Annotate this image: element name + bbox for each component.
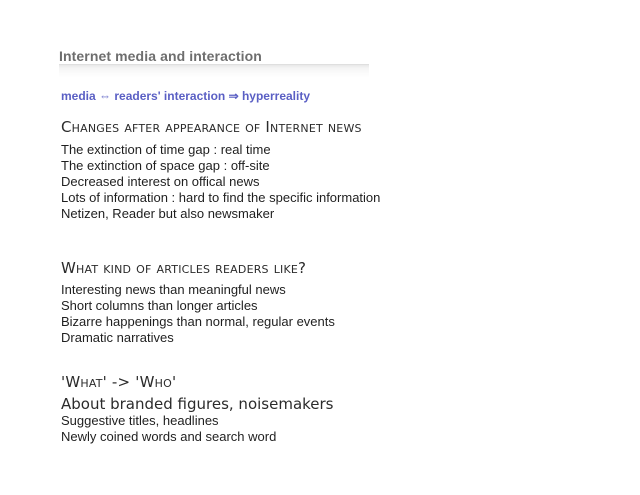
list-item: Interesting news than meaningful news xyxy=(61,282,286,297)
slide-subtitle: media ⇔ readers' interaction ⇒ hyperreality xyxy=(61,89,310,103)
section-list-changes xyxy=(61,142,380,222)
section-heading-what-who: 'What' -> 'Who' xyxy=(61,373,177,391)
list-item: Newly coined words and search word xyxy=(61,429,277,444)
list-item: Lots of information : hard to find the specific information xyxy=(61,190,381,205)
list-item: The extinction of time gap : real time xyxy=(61,142,271,157)
section-list-articles xyxy=(61,282,335,346)
list-item: The extinction of space gap : off-site xyxy=(61,158,270,173)
list-item: Short columns than longer articles xyxy=(61,298,258,313)
section-subheading-branded: About branded figures, noisemakers xyxy=(61,395,334,413)
list-item: Decreased interest on offical news xyxy=(61,174,260,189)
section-heading-articles: What kind of articles readers like? xyxy=(61,259,307,277)
list-item: Netizen, Reader but also newsmaker xyxy=(61,206,275,221)
section-list-what-who xyxy=(61,413,276,445)
title-underline xyxy=(59,64,369,78)
list-item: Suggestive titles, headlines xyxy=(61,413,219,428)
section-heading-changes: Changes after appearance of Internet news xyxy=(61,118,362,136)
list-item: Bizarre happenings than normal, regular events xyxy=(61,314,335,329)
slide-title: Internet media and interaction xyxy=(59,48,262,64)
list-item: Dramatic narratives xyxy=(61,330,174,345)
